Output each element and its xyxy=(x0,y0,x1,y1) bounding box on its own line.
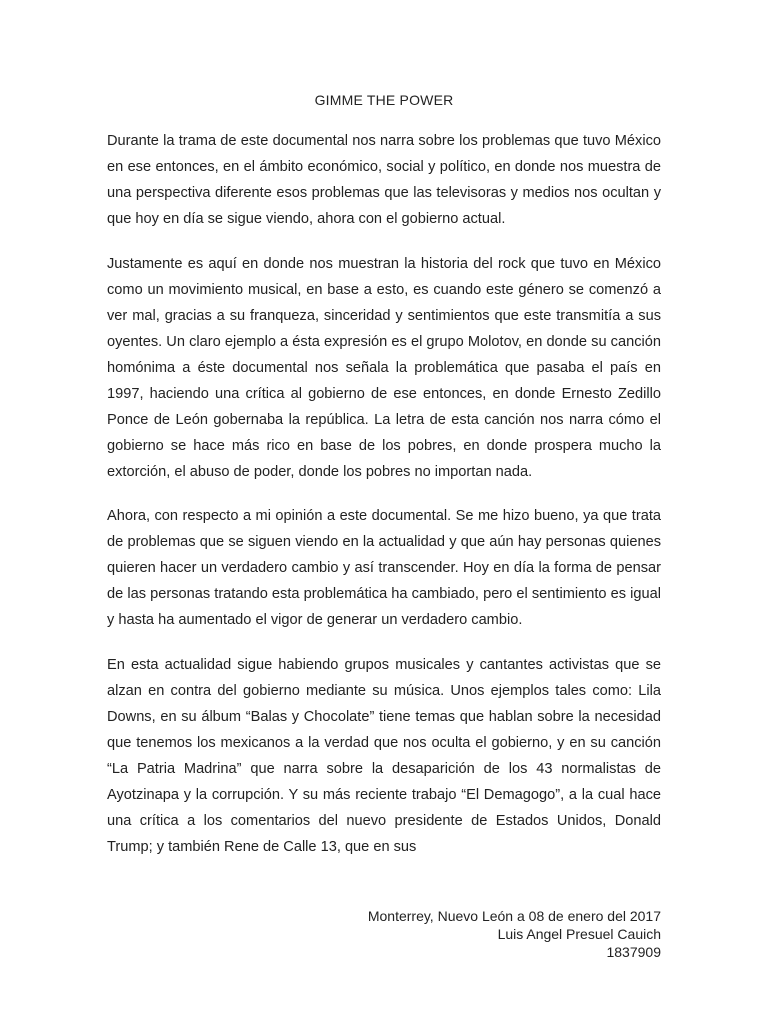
signature-id: 1837909 xyxy=(606,944,661,960)
signature-place-date: Monterrey, Nuevo León a 08 de enero del 2017 xyxy=(367,908,661,924)
paragraph-3: Ahora, con respecto a mi opinión a este documental. Se me hizo bueno, ya que trata de problemas que se siguen viendo en la actualidad y que aún hay personas quienes quieren hacer un verdadero cambio y así transcender. Hoy en día la forma de pensar de las personas tratando esta problemática ha cambiado, pero el sentimiento es igual y hasta ha aumentado el vigor de generar un verdadero cambio. xyxy=(107,508,661,628)
signature-block xyxy=(368,907,661,961)
document-title: GIMME THE POWER xyxy=(314,92,454,108)
signature-author: Luis Angel Presuel Cauich xyxy=(497,926,661,942)
document-body xyxy=(107,128,661,878)
paragraph-4: En esta actualidad sigue habiendo grupos musicales y cantantes activistas que se alzan en contra del gobierno mediante su música. Unos ejemplos tales como: Lila Downs, en su álbum “Balas y Chocolate” tiene temas que hablan sobre la necesidad que tenemos los mexicanos a la verdad que nos oculta el gobierno, y en su canción “La Patria Madrina” que narra sobre la desaparición de los 43 normalistas de Ayotzinapa y la corrupción. Y su más reciente trabajo “El Demagogo”, a la cual hace una crítica a los comentarios del nuevo presidente de Estados Unidos, Donald Trump; y también Rene de Calle 13, que en sus xyxy=(107,656,661,855)
paragraph-1: Durante la trama de este documental nos narra sobre los problemas que tuvo México en ese entonces, en el ámbito económico, social y político, en donde nos muestra de una perspectiva diferente esos problemas que las televisoras y medios nos ocultan y que hoy en día se sigue viendo, ahora con el gobierno actual. xyxy=(107,133,661,227)
paragraph-2: Justamente es aquí en donde nos muestran la historia del rock que tuvo en México como un movimiento musical, en base a esto, es cuando este género se comenzó a ver mal, gracias a su franqueza, sinceridad y sentimientos que este transmitía a sus oyentes. Un claro ejemplo a ésta expresión es el grupo Molotov, en donde su canción homónima a éste documental nos señala la problemática que pasaba el país en 1997, haciendo una crítica al gobierno de ese entonces, en donde Ernesto Zedillo Ponce de León gobernaba la república. La letra de esta canción nos narra cómo el gobierno se hace más rico en base de los pobres, en donde prospera mucho la extorción, el abuso de poder, donde los pobres no importan nada. xyxy=(107,255,661,480)
